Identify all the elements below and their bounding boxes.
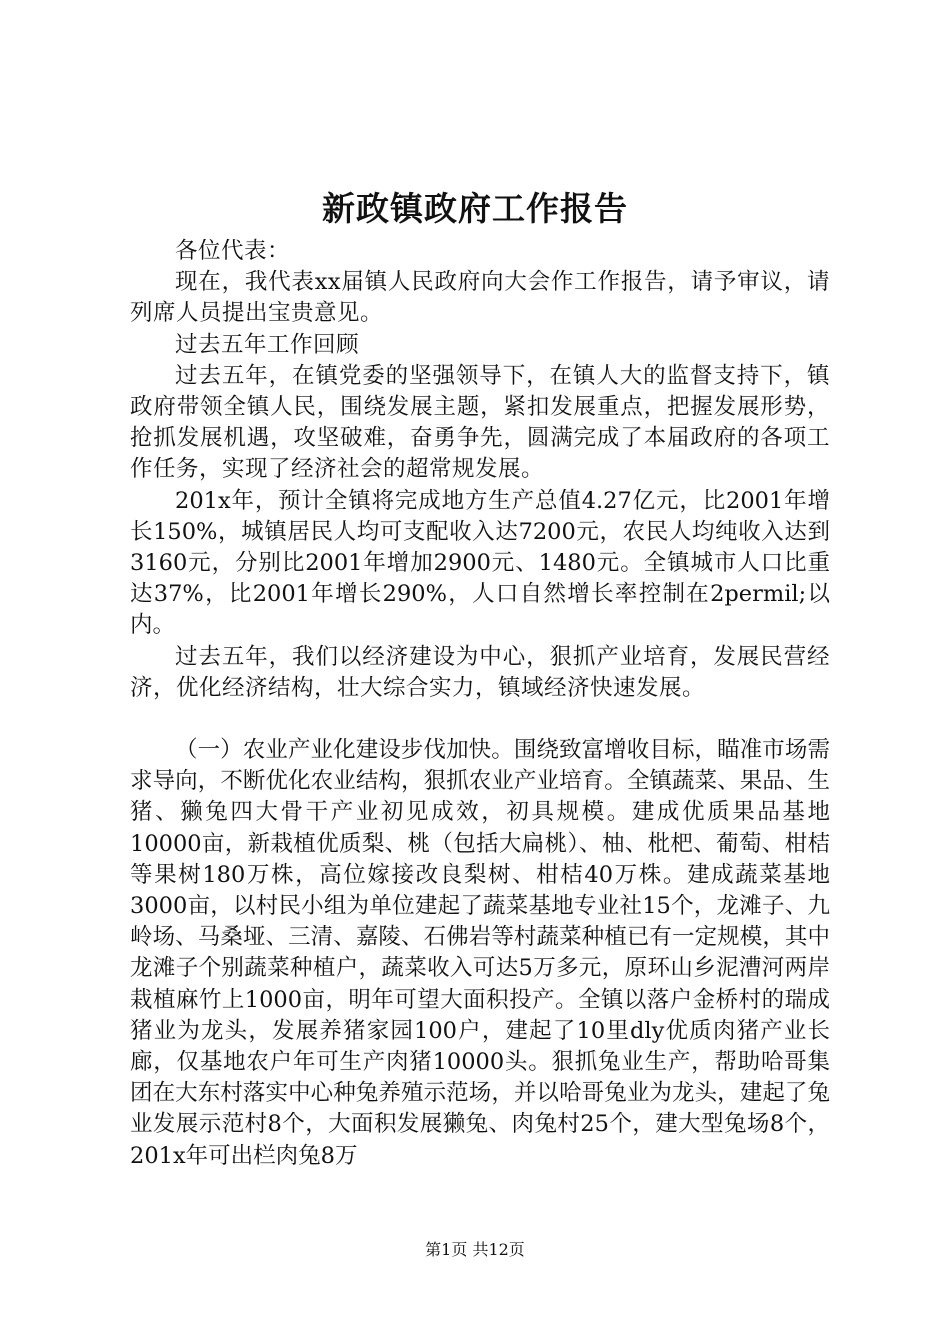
paragraph-spacer xyxy=(130,704,830,735)
agriculture-paragraph: （一）农业产业化建设步伐加快。围绕致富增收目标，瞄准市场需求导向，不断优化农业结构，狠抓农业产业培育。全镇蔬菜、果品、生猪、獭兔四大骨干产业初见成效，初具规模。建成优质果品基地10000亩，新栽植优质梨、桃（包括大扁桃）、柚、枇杷、葡萄、柑桔等果树180万株，高位嫁接改良梨树、柑桔40万株。建成蔬菜基地3000亩，以村民小组为单位建起了蔬菜基地专业社15个，龙滩子、九岭场、马桑垭、三清、嘉陵、石佛岩等村蔬菜种植已有一定规模，其中龙滩子个别蔬菜种植户，蔬菜收入可达5万多元，原环山乡泥漕河两岸栽植麻竹上1000亩，明年可望大面积投产。全镇以落户金桥村的瑞成猪业为龙头，发展养猪家园100户，建起了10里dly优质肉猪产业长廊，仅基地农户年可生产肉猪10000头。狠抓兔业生产，帮助哈哥集团在大东村落实中心种兔养殖示范场，并以哈哥兔业为龙头，建起了兔业发展示范村8个，大面积发展獭兔、肉兔村25个，建大型兔场8个，201x年可出栏肉兔8万 xyxy=(130,737,830,1169)
statistics-paragraph: 201x年，预计全镇将完成地方生产总值4.27亿元，比2001年增长150%，城镇居民人均可支配收入达7200元，农民人均纯收入达到3160元，分别比2001年增加2900元、1480元。全镇城市人口比重达37%，比2001年增长290%，人口自然增长率控制在2permil;以内。 xyxy=(130,487,830,639)
page-footer: 第1页 共12页 xyxy=(425,1240,525,1259)
salutation-paragraph: 各位代表： xyxy=(175,238,291,264)
review-summary-paragraph: 过去五年，在镇党委的坚强领导下，在镇人大的监督支持下，镇政府带领全镇人民，围绕发展主题，紧扣发展重点，把握发展形势，抢抓发展机遇，攻坚破难，奋勇争先，圆满完成了本届政府的各项工作任务，实现了经济社会的超常规发展。 xyxy=(130,362,830,483)
document-title: 新政镇政府工作报告 xyxy=(322,189,628,228)
document-body xyxy=(130,236,830,1172)
economy-paragraph: 过去五年，我们以经济建设为中心，狠抓产业培育，发展民营经济，优化经济结构，壮大综合实力，镇域经济快速发展。 xyxy=(130,643,830,701)
section-heading-review: 过去五年工作回顾 xyxy=(175,331,360,358)
intro-paragraph: 现在，我代表xx届镇人民政府向大会作工作报告，请予审议，请列席人员提出宝贵意见。 xyxy=(130,269,830,327)
